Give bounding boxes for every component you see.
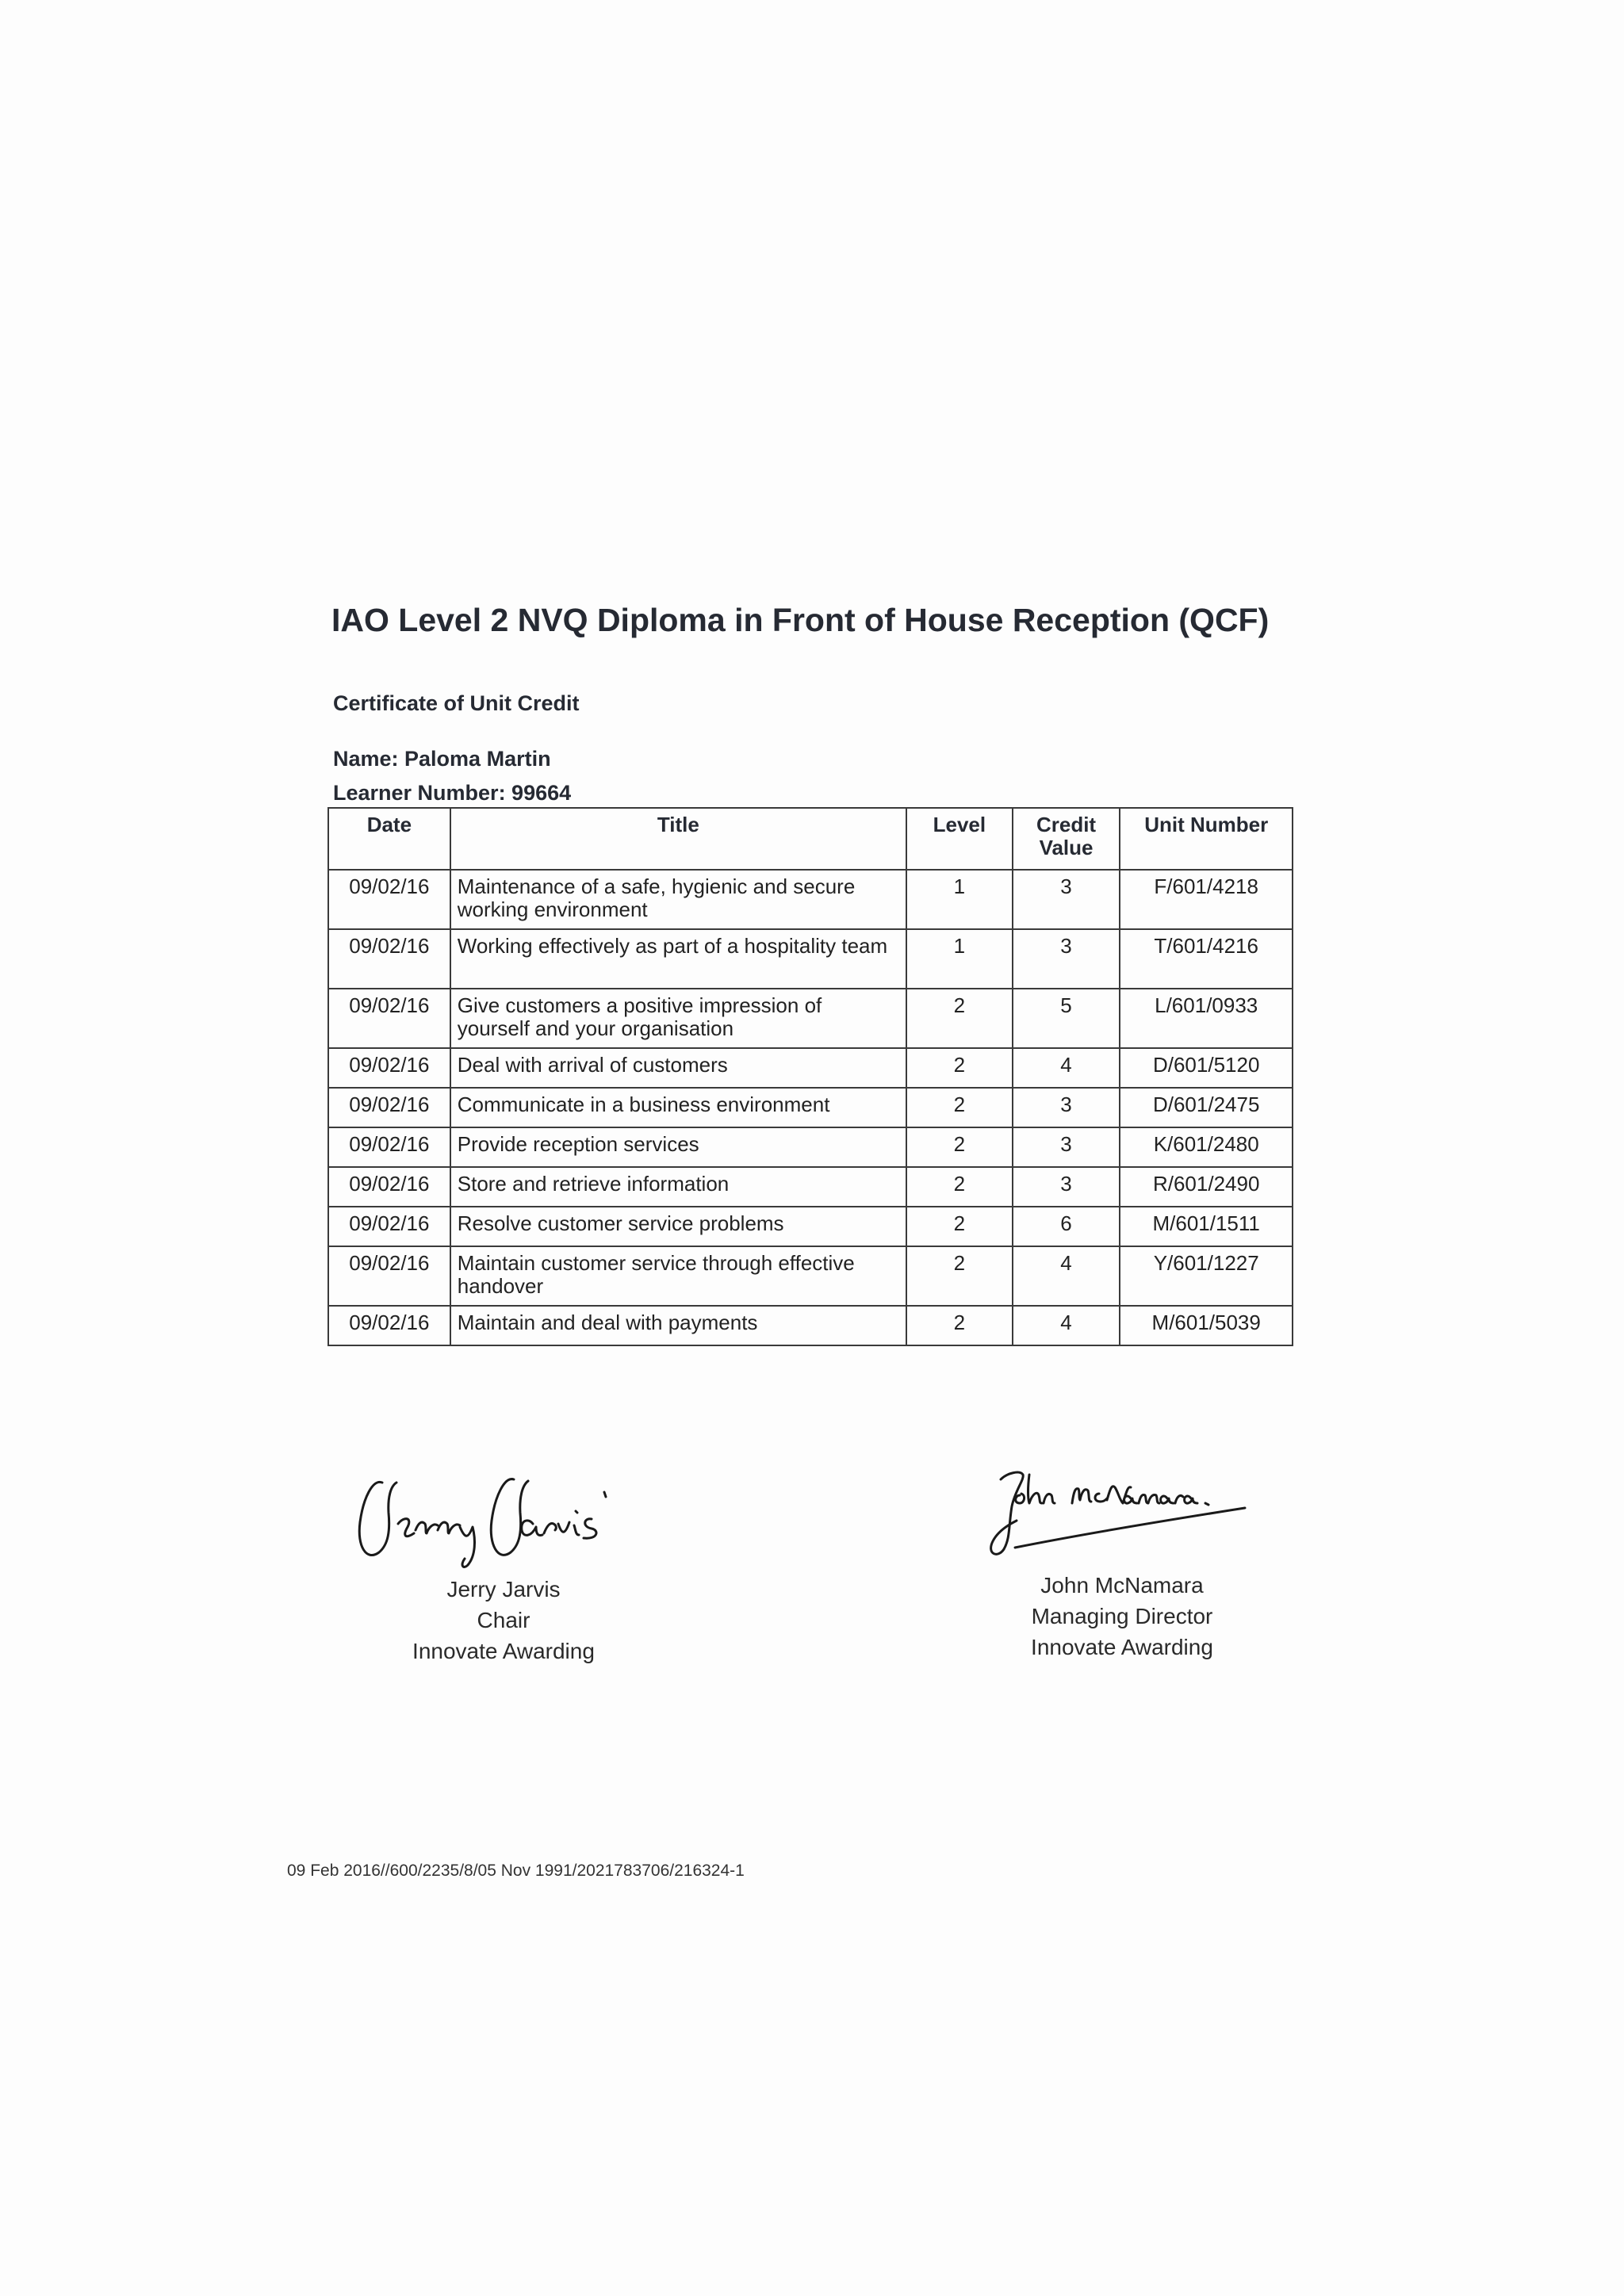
- table-row: [328, 1207, 1293, 1246]
- signatory-right-role: Managing Director: [1031, 1604, 1213, 1628]
- table-row: [328, 1306, 1293, 1345]
- row-unit-number: L/601/0933: [1120, 989, 1293, 1048]
- signatory-left-role: Chair: [477, 1608, 530, 1632]
- header-level: Level: [906, 808, 1013, 870]
- row-date: 09/02/16: [328, 1048, 450, 1088]
- row-date: 09/02/16: [328, 929, 450, 989]
- row-level: 1: [906, 870, 1013, 929]
- row-date: 09/02/16: [328, 1127, 450, 1167]
- document-title: IAO Level 2 NVQ Diploma in Front of House Reception (QCF): [331, 602, 1270, 638]
- table-row: [328, 929, 1293, 989]
- row-credit: 3: [1013, 1167, 1120, 1207]
- table-row: [328, 870, 1293, 929]
- row-credit: 4: [1013, 1306, 1120, 1345]
- signatory-left-organisation: Innovate Awarding: [412, 1639, 595, 1663]
- row-title: Communicate in a business environment: [450, 1088, 906, 1127]
- row-credit: 3: [1013, 1088, 1120, 1127]
- row-credit: 5: [1013, 989, 1120, 1048]
- row-level: 2: [906, 1167, 1013, 1207]
- row-level: 2: [906, 989, 1013, 1048]
- row-unit-number: M/601/5039: [1120, 1306, 1293, 1345]
- table-row: [328, 1048, 1293, 1088]
- row-level: 2: [906, 1127, 1013, 1167]
- row-credit: 6: [1013, 1207, 1120, 1246]
- row-unit-number: T/601/4216: [1120, 929, 1293, 989]
- row-unit-number: F/601/4218: [1120, 870, 1293, 929]
- learner-name: Name: Paloma Martin: [333, 747, 551, 771]
- table-row: [328, 1127, 1293, 1167]
- row-date: 09/02/16: [328, 870, 450, 929]
- signature-jerry-jarvis: [349, 1451, 666, 1570]
- table-row: [328, 1088, 1293, 1127]
- learner-number: Learner Number: 99664: [333, 781, 572, 805]
- row-date: 09/02/16: [328, 989, 450, 1048]
- header-date: Date: [328, 808, 450, 870]
- signatory-right: [991, 1570, 1253, 1663]
- header-title: Title: [450, 808, 906, 870]
- document-subtitle: Certificate of Unit Credit: [333, 691, 580, 715]
- signatory-right-name: John McNamara: [1040, 1573, 1204, 1598]
- row-credit: 4: [1013, 1048, 1120, 1088]
- row-credit: 3: [1013, 1127, 1120, 1167]
- signatory-right-organisation: Innovate Awarding: [1031, 1635, 1213, 1659]
- row-title: Maintain and deal with payments: [450, 1306, 906, 1345]
- row-level: 2: [906, 1306, 1013, 1345]
- table-row: [328, 989, 1293, 1048]
- row-unit-number: R/601/2490: [1120, 1167, 1293, 1207]
- table-header-row: [328, 808, 1293, 870]
- row-title: Maintenance of a safe, hygienic and secure working environment: [450, 870, 906, 929]
- signatory-left: [373, 1574, 634, 1667]
- row-credit: 3: [1013, 870, 1120, 929]
- row-date: 09/02/16: [328, 1207, 450, 1246]
- row-date: 09/02/16: [328, 1306, 450, 1345]
- row-date: 09/02/16: [328, 1246, 450, 1306]
- row-unit-number: D/601/5120: [1120, 1048, 1293, 1088]
- row-title: Store and retrieve information: [450, 1167, 906, 1207]
- row-unit-number: K/601/2480: [1120, 1127, 1293, 1167]
- row-level: 1: [906, 929, 1013, 989]
- header-credit-value: Credit Value: [1013, 808, 1120, 870]
- row-level: 2: [906, 1246, 1013, 1306]
- row-level: 2: [906, 1088, 1013, 1127]
- certificate-reference-code: 09 Feb 2016//600/2235/8/05 Nov 1991/2021783706/216324-1: [287, 1862, 745, 1880]
- row-level: 2: [906, 1207, 1013, 1246]
- row-credit: 4: [1013, 1246, 1120, 1306]
- unit-credit-table: [327, 807, 1293, 1346]
- row-title: Provide reception services: [450, 1127, 906, 1167]
- header-unit-number: Unit Number: [1120, 808, 1293, 870]
- signatory-left-name: Jerry Jarvis: [446, 1577, 561, 1601]
- row-title: Deal with arrival of customers: [450, 1048, 906, 1088]
- row-title: Give customers a positive impression of yourself and your organisation: [450, 989, 906, 1048]
- row-title: Resolve customer service problems: [450, 1207, 906, 1246]
- row-level: 2: [906, 1048, 1013, 1088]
- row-date: 09/02/16: [328, 1088, 450, 1127]
- row-unit-number: D/601/2475: [1120, 1088, 1293, 1127]
- row-date: 09/02/16: [328, 1167, 450, 1207]
- table-row: [328, 1246, 1293, 1306]
- row-unit-number: Y/601/1227: [1120, 1246, 1293, 1306]
- row-credit: 3: [1013, 929, 1120, 989]
- row-title: Maintain customer service through effective handover: [450, 1246, 906, 1306]
- signature-john-mcnamara: [975, 1443, 1261, 1562]
- row-unit-number: M/601/1511: [1120, 1207, 1293, 1246]
- row-title: Working effectively as part of a hospitality team: [450, 929, 906, 989]
- table-row: [328, 1167, 1293, 1207]
